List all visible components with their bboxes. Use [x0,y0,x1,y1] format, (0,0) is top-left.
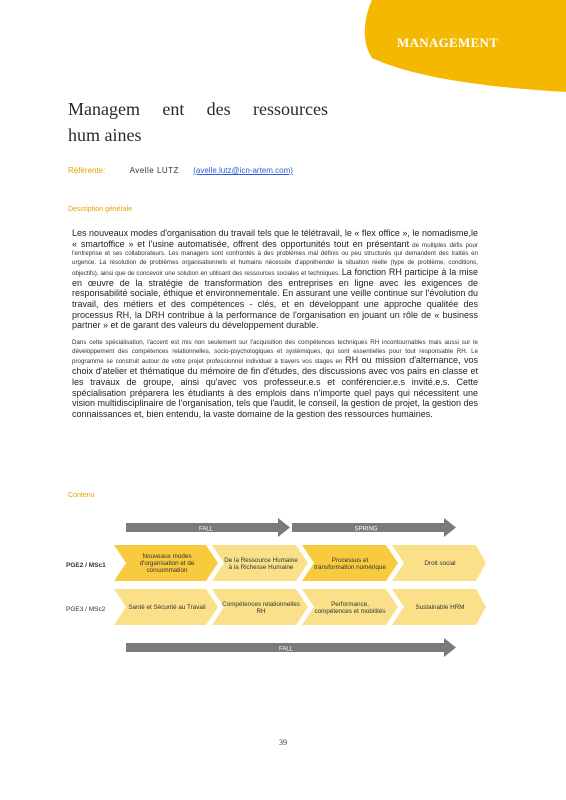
text-run: Les nouveaux modes d'organisation du travail tels que le télétravail, le « flex office », le nomadisme,le « smartoffice » et l'usine automatisée, offrent des opportunités tout en présentant [72,228,478,249]
title-word: ressources [253,99,328,119]
curriculum-diagram [66,515,486,665]
fall-arrow-top [126,518,290,537]
description-label: Description générale [68,206,133,213]
title-word: ent [162,99,185,119]
page-number: 39 [279,738,287,747]
section-header: MANAGEMENT [397,35,499,50]
referent-line [68,166,293,175]
paragraph [72,339,478,421]
title-word: des [206,99,231,119]
referent-label: Référente: [68,166,106,175]
course-processus-numerique: Processus et transformation numérique [314,556,386,571]
referent-name: Avelle LUTZ [129,166,179,175]
spring-label-top: SPRING [354,526,378,533]
row2-label: PGE3 / MSc2 [66,606,106,613]
course-competences-relationnelles: Compétences relationnelles RH [222,600,300,615]
course-nouveaux-modes: Nouveaux modes d'organisation et de consommation [139,553,195,574]
fall-arrow-bottom [126,638,456,657]
row1-label: PGE2 / MSc1 [66,562,106,569]
course-droit-social: Droit social [424,560,456,567]
course-sante-securite: Santé et Sécurité au Travail [128,604,206,611]
page-title [68,96,328,148]
referent-email-link[interactable]: (avelle.lutz@icn-artem.com) [193,166,293,175]
spring-arrow-top [292,518,456,537]
title-word: Managem [68,99,140,119]
fall-label-bottom: FALL [278,646,294,653]
title-line-2: hum aines [68,125,142,145]
course-performance: Performance, compétences et mobilités [314,600,386,615]
course-ressource-humaine: De la Ressource Humaine à la Richesse Humaine [224,556,298,571]
text-run: Dans cette spécialisation, l'accent est mis non seulement sur l'acquisition des compétences techniques RH incontournables mais aussi sur le développement des compétences relationnelles, socio-psychologiques et systémiques, qui sont essentielles pour tout responsable RH. Le programme se construit autour de votre projet professionnel individuel à travers vos stages en [72,339,478,366]
fall-label-top: FALL [198,526,214,533]
text-run: RH ou mission d'alternance, vos choix d'atelier et thématique du mémoire de fin d'études, des discussions avec vos pairs en classe et les travaux de groupe, ainsi qu'avec vos professeur.e.s et conférencier.e.s invité.e.s. Cette spécialisation préparera les étudiants à des emplois dans n'importe quel pays qui nécessitent une vision multidisciplinaire de l'organisation, tels que l'audit, le conseil, la gestion de projet, la gestion des connaissances et, bien entendu, la vaste domaine de la gestion des ressources humaines. [72,355,478,419]
course-sustainable-hrm: Sustainable HRM [415,604,465,611]
paragraph [72,229,478,332]
description-body [72,229,478,428]
text-run: de multiples défis pour l'entreprise et ses collaborateurs. Les managers sont confrontés à des problèmes mal définis ou peu structurés qui demandent des traités en urgence. La résolution de problèmes organisationnels et humains nécessite d'appréhender la situation réelle (type de problème, conditions, objectifs), ainsi que de concevoir une solution en utilisant des ressources sociales et techniques. [72,241,478,277]
text-run: La fonction RH participe à la mise en œuvre de la stratégie de transformation des entreprises en ligne avec les exigences de responsabilité sociale, éthique et environnementale. En assurant une veille continue sur l'évolution du travail, des métiers et des compétences - clés, et en développant une approche qualitée des processus RH, la DRH contribue à la performance de l'organisation en jouant un rôle de « business partner » et de garant des valeurs du développement durable. [72,266,478,331]
contenu-label: Contenu [68,492,95,499]
